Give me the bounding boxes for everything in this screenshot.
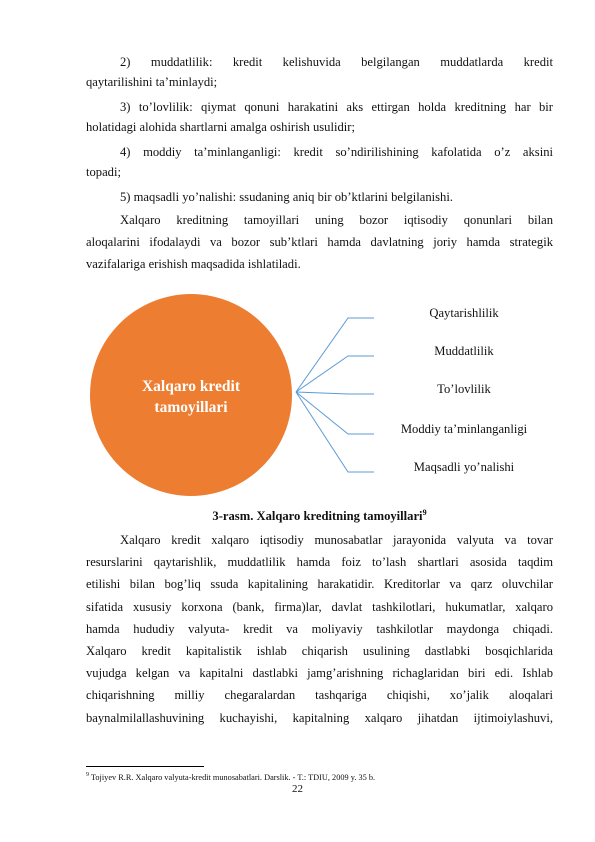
paragraph-line: qaytarilishini ta’minlaydi;: [86, 75, 218, 89]
footnote-ref: 9: [86, 772, 89, 778]
principle-label: Muddatlilik: [434, 344, 494, 358]
center-circle: [90, 294, 292, 496]
paragraph-line: vazifalariga erishish maqsadida ishlatiladi.: [86, 257, 301, 271]
connector-line: [296, 356, 374, 392]
figure-caption: [86, 504, 553, 525]
principle-label: Moddiy ta’minlanganligi: [400, 422, 528, 436]
paragraph-line: hamda hududiy valyuta- kredit va moliyaviy tashkilotlar maydonga chiqadi.: [86, 621, 553, 636]
connector-line: [296, 392, 374, 472]
paragraph-line: 4) moddiy ta’minlanganligi: kredit so’ndirilishining kafolatida o’z aksini: [120, 145, 553, 159]
paragraph-line: holatidagi alohida shartlarni amalga oshirish usulidir;: [86, 120, 355, 134]
paragraph-line: resurslarini qaytarishlik, muddatlilik hamda foiz to’lash shartlari asosida taqdim: [86, 555, 553, 570]
paragraph-line: sifatida xususiy korxona (bank, firma)lar, davlat tashkilotlari, hukumatlar, xalqaro: [86, 599, 553, 614]
paragraph-line: 2) muddatlilik: kredit kelishuvida belgilangan muddatlarda kredit: [120, 55, 553, 69]
connector-lines: [296, 318, 374, 472]
center-label-line1: Xalqaro kredit: [141, 378, 241, 395]
caption-footnote-ref: 9: [422, 508, 427, 517]
paragraph-line: Xalqaro kreditning tamoyillari uning bozor iqtisodiy qonunlari bilan: [120, 213, 553, 227]
principle-label: Maqsadli yo’nalishi: [413, 460, 515, 474]
paragraph-line: 3) to’lovlilik: qiymat qonuni harakatini aks ettirgan holda kreditning har bir: [120, 100, 553, 114]
footnote: [86, 770, 375, 783]
footnote-rule: [86, 766, 204, 767]
paragraph-line: 5) maqsadli yo’nalishi: ssudaning aniq bir ob’ktlarini belgilanishi.: [120, 190, 453, 204]
principle-label: Qaytarishlilik: [429, 306, 499, 320]
connector-line: [296, 392, 374, 434]
paragraph-line: aloqalarini ifodalaydi va bozor sub’ktlari hamda davlatning joriy hamda strategik: [86, 235, 553, 249]
paragraph-line: Xalqaro kredit xalqaro iqtisodiy munosabatlar jarayonida valyuta va tovar: [120, 533, 553, 547]
principle-label: To’lovlilik: [437, 382, 491, 396]
paragraph-line: etilishi bilan bog’liq ssuda kapitalining harakatidir. Kreditorlar va qarz oluvchilar: [86, 577, 553, 592]
center-label-line2: tamoyillari: [154, 399, 228, 416]
page-number: 22: [292, 783, 303, 795]
paragraph-line: baynalmilallashuvining kuchayishi, kapitalning xalqaro jihatdan ijtimoiylashuvi,: [86, 710, 553, 725]
footnote-text: Tojiyev R.R. Xalqaro valyuta-kredit munosabatlari. Darslik. - T.: TDIU, 2009 y. 35 b.: [89, 772, 376, 782]
paragraph-line: topadi;: [86, 165, 121, 179]
principles-diagram: [86, 294, 553, 498]
paragraph-line: vujudga kelgan va kapitalni dastlabki jamg’arishning richaglaridan biri edi. Ishlab: [86, 666, 553, 681]
principle-labels: [401, 306, 528, 474]
connector-line: [296, 318, 374, 392]
paragraph-line: Xalqaro kredit kapitalistik ishlab chiqarish usulining dastlabki bosqichlarida: [86, 644, 553, 658]
caption-text: 3-rasm. Xalqaro kreditning tamoyillari: [212, 509, 423, 524]
paragraph-line: chiqarishning milliy chegaralardan tashqariga chiqishi, xo’jalik aloqalari: [86, 688, 553, 703]
connector-line: [296, 392, 374, 394]
